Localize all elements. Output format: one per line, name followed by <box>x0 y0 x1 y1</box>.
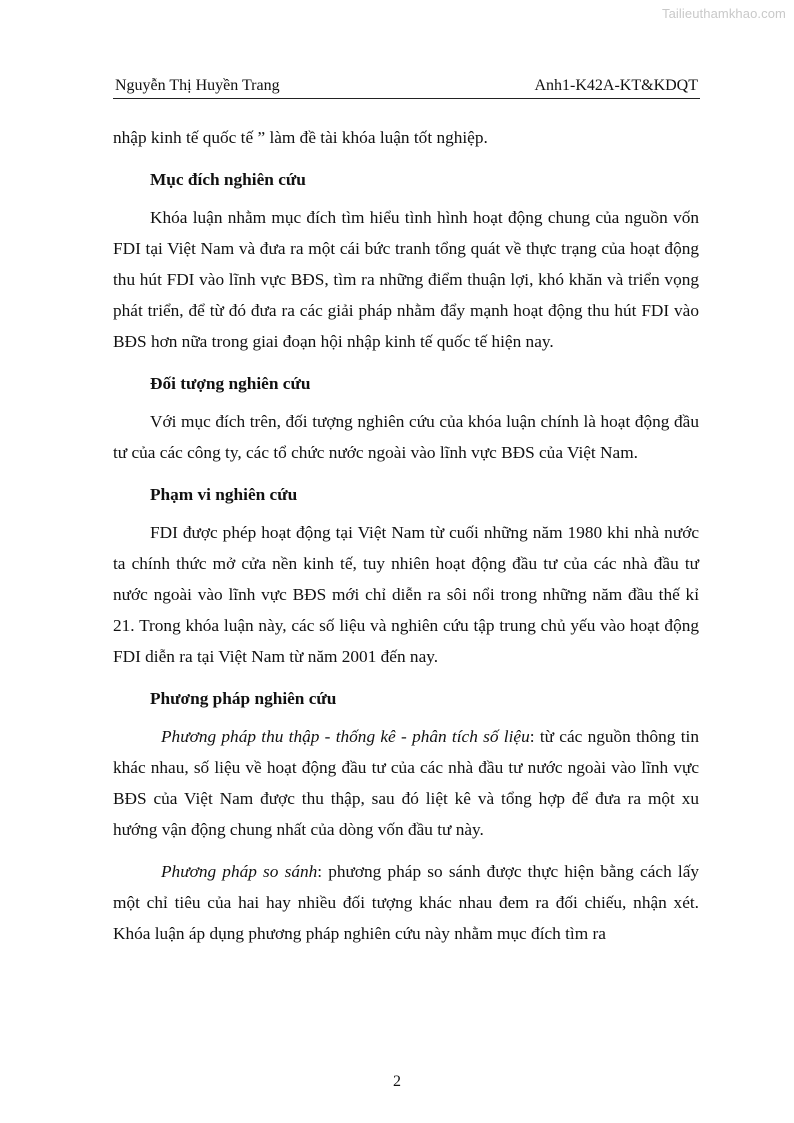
heading-scope: Phạm vi nghiên cứu <box>150 485 298 504</box>
paragraph-purpose: Khóa luận nhằm mục đích tìm hiểu tình hình hoạt động chung của nguồn vốn FDI tại Việt Nam và đưa ra một cái bức tranh tổng quát về thực trạng của hoạt động thu hút FDI vào lĩnh vực BĐS, tìm ra những điểm thuận lợi, khó khăn và triển vọng phát triển, để từ đó đưa ra các giải pháp nhằm đẩy mạnh hoạt động thu hút FDI vào BĐS hơn nữa trong giai đoạn hội nhập kinh tế quốc tế hiện nay. <box>113 208 699 351</box>
header-class: Anh1-K42A-KT&KDQT <box>534 77 698 94</box>
method-statistics-body: : từ các nguồn thông tin khác nhau, số liệu về hoạt động đầu tư của các nhà đầu tư nước ngoài vào lĩnh vực BĐS của Việt Nam được thu thập, sau đó liệt kê và tổng hợp để đưa ra một xu hướng vận động chung nhất của dòng vốn đầu tư này. <box>113 727 699 839</box>
paragraph-method-statistics <box>113 721 699 845</box>
method-comparison-title: Phương pháp so sánh <box>161 862 318 881</box>
heading-object: Đối tượng nghiên cứu <box>150 374 311 393</box>
watermark: Tailieuthamkhao.com <box>661 6 786 21</box>
paragraph-scope: FDI được phép hoạt động tại Việt Nam từ cuối những năm 1980 khi nhà nước ta chính thức mở cửa nền kinh tế, tuy nhiên hoạt động đầu tư của các nhà đầu tư nước ngoài vào lĩnh vực BĐS mới chỉ diễn ra sôi nổi trong những năm đầu thế kỉ 21. Trong khóa luận này, các số liệu và nghiên cứu tập trung chủ yếu vào hoạt động FDI diễn ra tại Việt Nam từ năm 2001 đến nay. <box>113 523 699 666</box>
intro-tail-paragraph: nhập kinh tế quốc tế ” làm đề tài khóa luận tốt nghiệp. <box>113 128 488 147</box>
page-header <box>113 76 700 99</box>
paragraph-method-comparison <box>113 856 699 949</box>
header-author: Nguyễn Thị Huyền Trang <box>115 77 280 94</box>
paragraph-object: Với mục đích trên, đối tượng nghiên cứu của khóa luận chính là hoạt động đầu tư của các công ty, các tổ chức nước ngoài vào lĩnh vực BĐS của Việt Nam. <box>113 412 699 462</box>
heading-purpose: Mục đích nghiên cứu <box>150 170 306 189</box>
method-statistics-title: Phương pháp thu thập - thống kê - phân tích số liệu <box>161 727 530 746</box>
document-body <box>113 122 699 949</box>
heading-method: Phương pháp nghiên cứu <box>150 689 337 708</box>
page-number: 2 <box>393 1073 401 1090</box>
method-comparison-body: : phương pháp so sánh được thực hiện bằng cách lấy một chỉ tiêu của hai hay nhiều đối tượng khác nhau đem ra đối chiếu, nhận xét. Khóa luận áp dụng phương pháp nghiên cứu này nhằm mục đích tìm ra <box>113 862 700 943</box>
